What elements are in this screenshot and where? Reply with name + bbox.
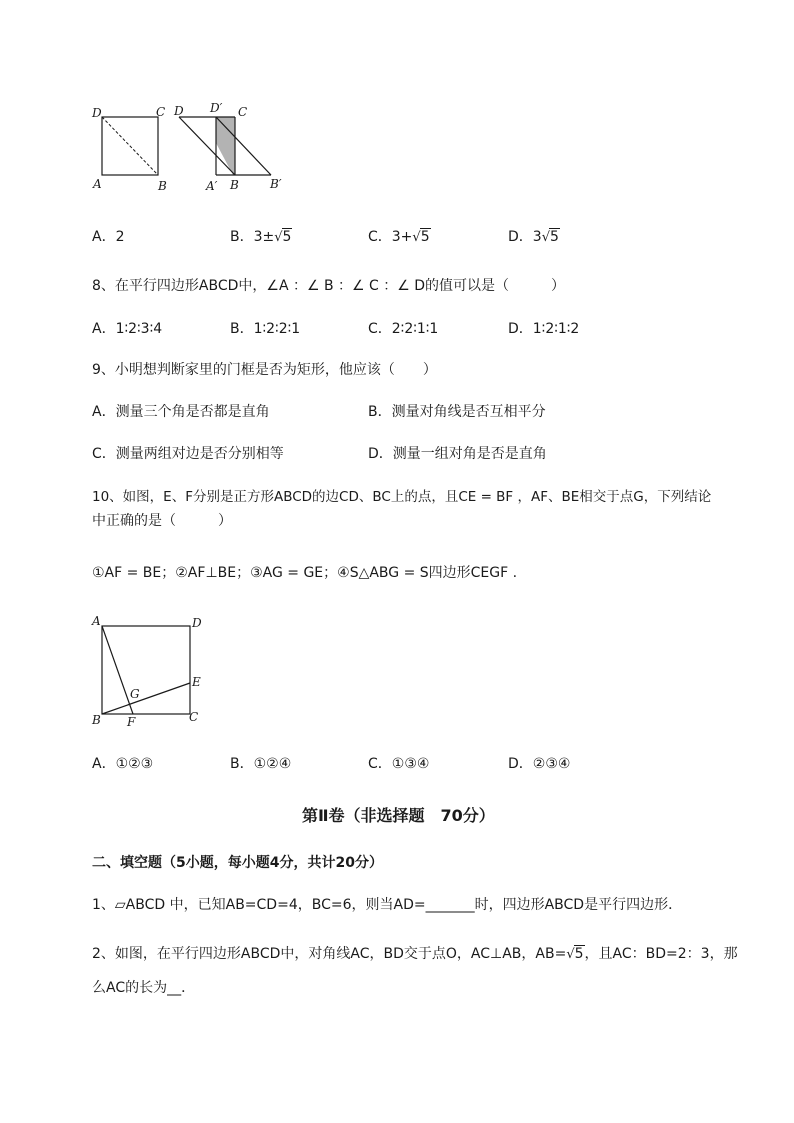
q10-statements: ①AF = BE；②AF⊥BE；③AG = GE；④S△ABG = S四边形CEGF . [92, 565, 518, 581]
label-G-q10: G [130, 687, 140, 701]
square-abcd-q10 [102, 626, 190, 714]
segment-AF [102, 626, 133, 714]
q10-option-d: D．②③④ [508, 756, 571, 772]
q7-figure [88, 100, 298, 195]
label-B: B [158, 179, 167, 193]
q8-option-c: C．2∶2∶1∶1 [368, 321, 439, 337]
q7-option-b: B．3±√5 [230, 229, 292, 245]
diagonal-dashed [102, 117, 158, 175]
label-C-q10: C [189, 710, 199, 724]
label-B2: B [230, 178, 239, 192]
q10-figure [88, 612, 213, 730]
label-A-q10: A [92, 614, 101, 628]
label-Bprime: B′ [270, 177, 282, 191]
label-D2: D [174, 104, 184, 118]
fill-question-2-line2: 么AC的长为__． [92, 980, 196, 996]
q9-option-c: C．测量两组对边是否分别相等 [92, 446, 284, 462]
q10-text-line1: 10、如图，E、F分别是正方形ABCD的边CD、BC上的点，且CE = BF ，AF、BE相交于点G，下列结论 [92, 489, 712, 505]
q8-text: 8、在平行四边形ABCD中，∠A ：∠ B ：∠ C ：∠ D的值可以是（ ） [92, 278, 566, 294]
part2-title: 第Ⅱ卷（非选择题 70分） [302, 806, 495, 825]
q8-option-a: A．1∶2∶3∶4 [92, 321, 163, 337]
q7-option-a: A．2 [92, 229, 125, 245]
label-D: D [92, 106, 102, 120]
fill-question-1: 1、▱ABCD 中，已知AB=CD=4，BC=6，则当AD=_______时，四边形ABCD是平行四边形． [92, 897, 683, 913]
q8-option-b: B．1∶2∶2∶1 [230, 321, 301, 337]
q9-option-b: B．测量对角线是否互相平分 [368, 404, 546, 420]
label-F-q10: F [127, 715, 136, 729]
q8-option-d: D．1∶2∶1∶2 [508, 321, 580, 337]
q7-option-c: C．3+√5 [368, 229, 430, 245]
label-Aprime: A′ [206, 179, 218, 193]
section2-heading: 二、填空题（5小题，每小题4分，共计20分） [92, 855, 383, 871]
fill-question-2-line1: 2、如图，在平行四边形ABCD中，对角线AC，BD交于点O，AC⊥AB，AB=√5，且AC：BD=2：3，那 [92, 946, 738, 962]
q7-option-d: D．3√5 [508, 229, 559, 245]
shaded-strip [216, 117, 235, 175]
label-E-q10: E [192, 675, 201, 689]
label-B-q10: B [92, 713, 101, 727]
q9-option-d: D．测量一组对角是否是直角 [368, 446, 547, 462]
q9-option-a: A．测量三个角是否都是直角 [92, 404, 270, 420]
q10-option-b: B．①②④ [230, 756, 292, 772]
q10-option-c: C．①③④ [368, 756, 430, 772]
q10-option-a: A．①②③ [92, 756, 154, 772]
q10-text-line2: 中正确的是（ ） [92, 513, 232, 529]
label-Dprime: D′ [210, 101, 223, 115]
label-C2: C [238, 105, 248, 119]
label-C: C [156, 105, 166, 119]
label-D-q10: D [192, 616, 202, 630]
q9-text: 9、小明想判断家里的门框是否为矩形，他应该（ ） [92, 362, 437, 378]
segment-BE [102, 683, 190, 714]
label-A: A [93, 177, 102, 191]
